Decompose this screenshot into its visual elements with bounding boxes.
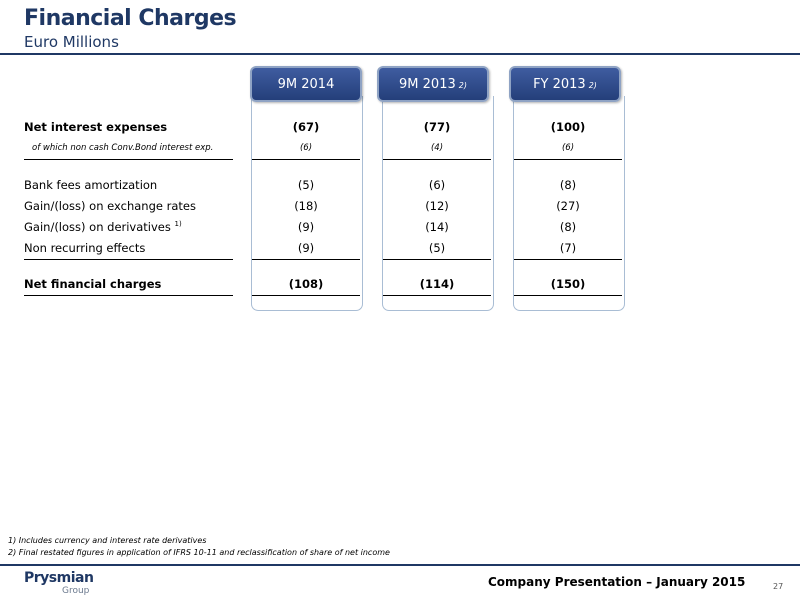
table-cell: (5) xyxy=(428,241,446,255)
table-cell: (27) xyxy=(556,199,580,213)
table-cell: (6) xyxy=(428,178,446,192)
row-divider xyxy=(24,259,233,260)
table-cell: (14) xyxy=(425,220,449,234)
row-divider xyxy=(514,295,622,296)
row-label-exchange-rates: Gain/(loss) on exchange rates xyxy=(24,199,196,213)
page-title: Financial Charges xyxy=(24,6,237,31)
column-header-fy-2013 xyxy=(509,66,621,102)
column-header-label: FY 2013 xyxy=(533,76,586,92)
row-divider xyxy=(514,159,622,160)
company-logo: Prysmian xyxy=(24,570,94,586)
footnote-1: 1) Includes currency and interest rate derivatives xyxy=(8,536,207,545)
table-cell: (9) xyxy=(297,241,315,255)
header-divider xyxy=(0,53,800,55)
column-header-label: 9M 2014 xyxy=(277,76,335,92)
column-header-9m-2014 xyxy=(250,66,362,102)
company-logo-sub: Group xyxy=(62,586,90,596)
row-label-derivatives xyxy=(24,220,182,234)
table-cell: (8) xyxy=(559,220,577,234)
page-subtitle: Euro Millions xyxy=(24,33,119,51)
table-cell: (67) xyxy=(292,120,320,134)
table-cell: (100) xyxy=(550,120,586,134)
footnote-2: 2) Final restated figures in application of IFRS 10-11 and reclassification of share of net income xyxy=(8,548,390,557)
row-divider xyxy=(383,259,491,260)
table-cell: (108) xyxy=(288,277,324,291)
row-label-conv-bond-interest: of which non cash Conv.Bond interest exp. xyxy=(32,143,214,153)
row-divider xyxy=(24,295,233,296)
table-cell: (6) xyxy=(561,143,575,153)
row-divider xyxy=(383,295,491,296)
table-cell: (8) xyxy=(559,178,577,192)
row-label-text: Gain/(loss) on derivatives xyxy=(24,220,171,234)
row-divider xyxy=(252,259,360,260)
presentation-title: Company Presentation – January 2015 xyxy=(488,575,746,589)
table-cell: (9) xyxy=(297,220,315,234)
column-header-note: 2) xyxy=(588,80,597,90)
table-cell: (150) xyxy=(550,277,586,291)
row-label-net-interest-expenses: Net interest expenses xyxy=(24,120,168,134)
column-header-label: 9M 2013 xyxy=(399,76,456,92)
table-cell: (4) xyxy=(430,143,444,153)
table-cell: (18) xyxy=(294,199,318,213)
row-divider xyxy=(24,159,233,160)
row-divider xyxy=(252,159,360,160)
table-cell: (5) xyxy=(297,178,315,192)
table-cell: (77) xyxy=(423,120,451,134)
column-header-9m-2013 xyxy=(377,66,489,102)
row-divider xyxy=(252,295,360,296)
table-cell: (114) xyxy=(419,277,455,291)
footnote-ref: 1) xyxy=(174,220,182,229)
row-divider xyxy=(514,259,622,260)
row-label-net-financial-charges: Net financial charges xyxy=(24,277,162,291)
table-cell: (7) xyxy=(559,241,577,255)
page-number: 27 xyxy=(773,582,784,591)
row-divider xyxy=(383,159,491,160)
table-cell: (12) xyxy=(425,199,449,213)
table-cell: (6) xyxy=(299,143,313,153)
row-label-bank-fees: Bank fees amortization xyxy=(24,178,158,192)
footer-divider xyxy=(0,564,800,566)
column-header-note: 2) xyxy=(458,80,467,90)
row-label-non-recurring: Non recurring effects xyxy=(24,241,146,255)
